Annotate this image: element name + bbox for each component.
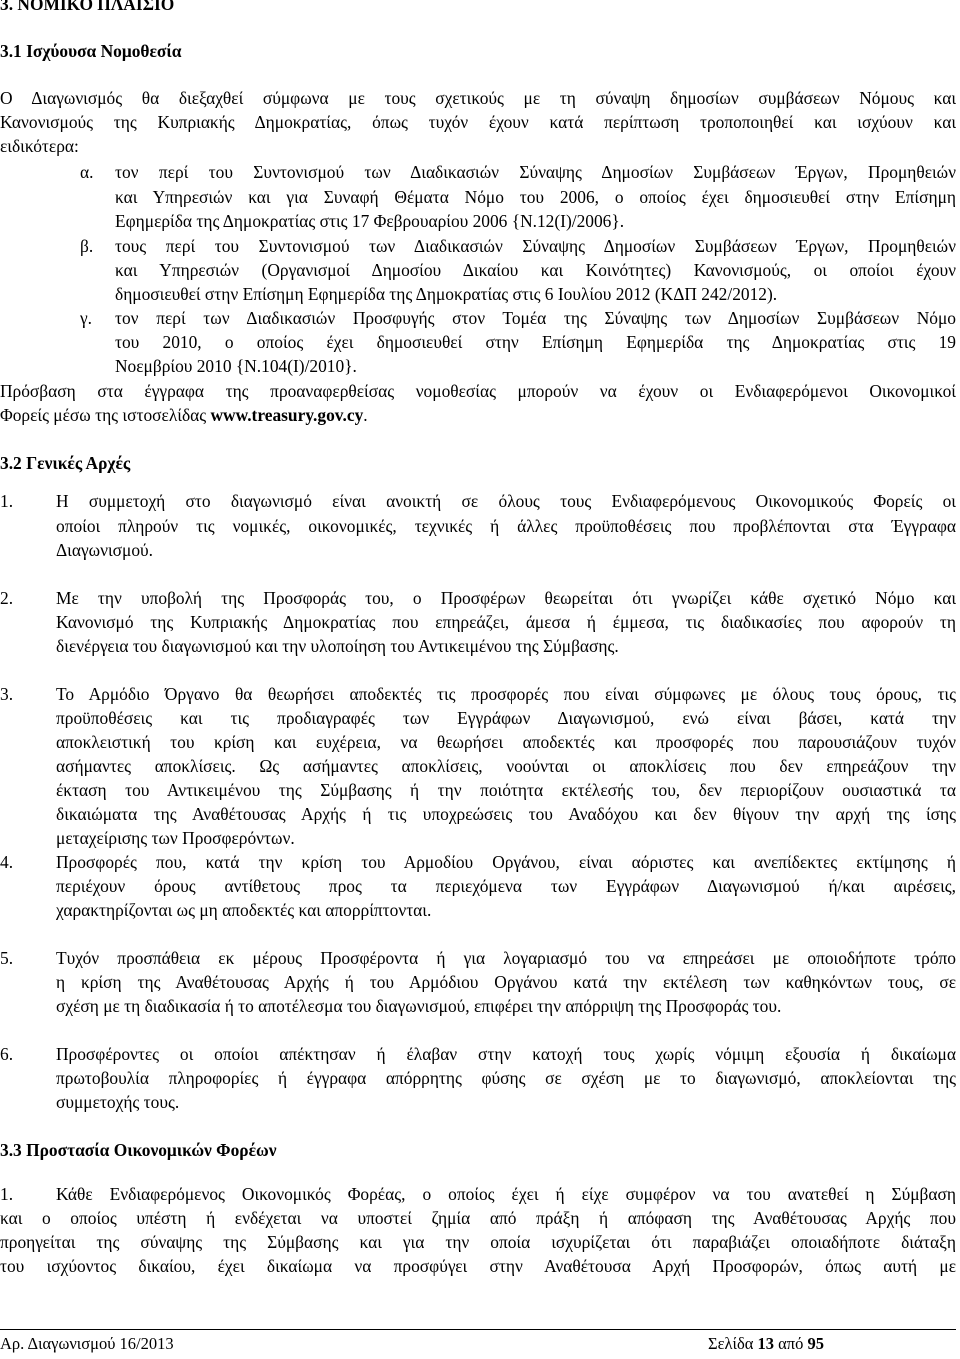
list-item-line: Κάθε Ενδιαφερόμενος Οικονομικός Φορέας, ο οποίος έχει ή είχε συμφέρον να του ανατεθεί η Σύμβαση [56, 1184, 956, 1204]
list-item-line: Προσφέροντες οι οποίοι απέκτησαν ή έλαβαν στην κατοχή τους χωρίς νόμιμη εξουσία ή δικαίωμα [56, 1044, 956, 1064]
list-item-line: του 2010, ο οποίος έχει δημοσιευθεί στην Επίσημη Εφημερίδα της Δημοκρατίας στις 19 [115, 332, 956, 352]
list-item-line: συμμετοχής τους. [56, 1092, 180, 1112]
list-item-line: τον περί των Διαδικασιών Προσφυγής στον Τομέα της Σύναψης των Δημοσίων Συμβάσεων Νόμο [115, 308, 956, 328]
list-item-line: Το Αρμόδιο Όργανο θα θεωρήσει αποδεκτές τις προσφορές που είναι σύμφωνες με όλους τους όρους, τις [56, 684, 956, 704]
access-line [0, 407, 368, 424]
access-text-end: . [363, 405, 368, 425]
list-item-label: γ. [80, 308, 93, 328]
list-item-line: δημοσιευθεί στην Επίσημη Εφημερίδα της Δημοκρατίας στις 6 Ιουλίου 2012 (ΚΔΠ 242/2012). [115, 284, 778, 304]
subsection-heading-3-1: 3.1 Ισχύουσα Νομοθεσία [0, 41, 182, 61]
list-item-line: Διαγωνισμού. [56, 540, 153, 560]
list-item-label: 4. [0, 852, 14, 872]
list-item-line: Κανονισμό της Κυπριακής Δημοκρατίας που επηρεάζει, άμεσα ή έμμεσα, τις διαδικασίες που αφορούν τη [56, 612, 956, 632]
list-item-line: η κρίση της Αναθέτουσας Αρχής ή του Αρμόδιου Οργάνου κατά την εκτέλεση των καθηκόντων τους, σε [56, 972, 956, 992]
list-item-label: 1. [0, 1184, 14, 1204]
list-item-line: διενέργεια του διαγωνισμού και την υλοποίηση του Αντικειμένου της Σύμβασης. [56, 636, 619, 656]
list-item-line: σχέση με τη διαδικασία ή το αποτέλεσμα του διαγωνισμού, επιφέρει την απόρριψη της Προσφοράς του. [56, 996, 782, 1016]
list-item-label: 2. [0, 588, 14, 608]
list-item-label: α. [80, 162, 94, 182]
list-item-line: αποκλειστική του κρίση και ευχέρεια, να θεωρήσει αποδεκτές και προσφορές που παρουσιάζουν τυχόν [56, 732, 956, 752]
list-item-label: 6. [0, 1044, 14, 1064]
footer-page-prefix: Σελίδα [708, 1334, 758, 1353]
list-item-line: έκταση του Αντικειμένου της Σύμβασης ή την ποιότητα εκτέλεσής του, δεν περιορίζουν ουσιαστικά τα [56, 780, 956, 800]
list-item-line: τους περί του Συντονισμού των Διαδικασιών Σύναψης Δημοσίων Συμβάσεων Έργων, Προμηθειών [115, 236, 956, 256]
list-item-line: του ισχύοντος δικαίου, έχει δικαίωμα να προσφύγει στην Αναθέτουσα Αρχή Προσφορών, όπως αυτή με [0, 1256, 956, 1276]
treasury-link[interactable]: www.treasury.gov.cy [210, 405, 364, 425]
intro-line: ειδικότερα: [0, 136, 79, 156]
list-item-line: ασήμαντες αποκλίσεις. Ως ασήμαντες αποκλίσεις, νοούνται οι αποκλίσεις που δεν επηρεάζουν την [56, 756, 956, 776]
list-item-line: δικαιώματα της Αναθέτουσας Αρχής ή τις υποχρεώσεις του Αναδόχου και δεν θίγουν την αρχή της ίσης [56, 804, 956, 824]
list-item-line: Τυχόν προσπάθεια εκ μέρους Προσφέροντα ή για λογαριασμό του να επηρεάσει με οποιοδήποτε τρόπο [56, 948, 956, 968]
list-item-line: και Υπηρεσιών (Οργανισμοί Δημοσίου Δικαίου και Κοινότητες) Κανονισμούς, οι οποίοι έχουν [115, 260, 956, 280]
footer-page-middle: από [774, 1334, 808, 1353]
list-item-label: β. [80, 236, 94, 256]
list-item-line: μεταχείρισης των Προσφερόντων. [56, 828, 295, 848]
list-item-line: οποίοι πληρούν τις νομικές, οικονομικές, τεχνικές ή άλλες προϋποθέσεις που προβλέπονται στα Έγγραφα [56, 516, 956, 536]
section-heading: 3. ΝΟΜΙΚΟ ΠΛΑΙΣΙΟ [0, 0, 175, 14]
footer-page-indicator [708, 1336, 824, 1353]
footer-tender-number: Αρ. Διαγωνισμού 16/2013 [0, 1334, 174, 1353]
subsection-heading-3-2: 3.2 Γενικές Αρχές [0, 453, 131, 473]
list-item-label: 5. [0, 948, 14, 968]
list-item-line: Εφημερίδα της Δημοκρατίας στις 17 Φεβρουαρίου 2006 {Ν.12(Ι)/2006}. [115, 211, 625, 231]
list-item-line: και ο οποίος υπέστη ή ενδέχεται να υποστεί ζημία από πράξη ή απόφαση της Αναθέτουσας Αρχής που [0, 1208, 956, 1228]
list-item-label: 3. [0, 684, 14, 704]
list-item-line: Η συμμετοχή στο διαγωνισμό είναι ανοικτή σε όλους τους Ενδιαφερόμενους Οικονομικούς Φορείς οι [56, 491, 956, 511]
list-item-line: και Υπηρεσιών και για Συναφή Θέματα Νόμο του 2006, ο οποίος έχει δημοσιευθεί στην Επίσημη [115, 187, 956, 207]
list-item-line: χαρακτηρίζονται ως μη αποδεκτές και απορρίπτονται. [56, 900, 432, 920]
footer-page-total: 95 [807, 1334, 825, 1353]
list-item-line: προηγείται της σύναψης της Σύμβασης και για την οποία ισχυρίζεται ότι παραβιάζει οποιαδήποτε διάταξη [0, 1232, 956, 1252]
subsection-heading-3-3: 3.3 Προστασία Οικονομικών Φορέων [0, 1140, 277, 1160]
list-item-line: Προσφορές που, κατά την κρίση του Αρμοδίου Οργάνου, είναι αόριστες και ανεπίδεκτες εκτίμησης ή [56, 852, 956, 872]
list-item-line: προϋποθέσεις και τις προδιαγραφές των Εγγράφων Διαγωνισμού, ενώ είναι βάσει, κατά την [56, 708, 956, 728]
list-item-line: πρωτοβουλία πληροφορίες ή έγγραφα απόρρητης φύσης σε σχέση με το διαγωνισμό, αποκλείονται της [56, 1068, 956, 1088]
list-item-line: Νοεμβρίου 2010 {Ν.104(Ι)/2010}. [115, 356, 357, 376]
list-item-line: τον περί του Συντονισμού των Διαδικασιών Σύναψης Δημοσίων Συμβάσεων Έργων, Προμηθειών [115, 162, 956, 182]
access-line: Πρόσβαση στα έγγραφα της προαναφερθείσας νομοθεσίας μπορούν να έχουν οι Ενδιαφερόμενοι Οικονομικοί [0, 381, 956, 401]
intro-line: Ο Διαγωνισμός θα διεξαχθεί σύμφωνα με τους σχετικούς με τη σύναψη δημοσίων συμβάσεων Νόμους και [0, 88, 956, 108]
footer-divider [0, 1329, 956, 1330]
list-item-line: περιέχουν όρους αντίθετους προς τα περιεχόμενα των Εγγράφων Διαγωνισμού ή/και αιρέσεις, [56, 876, 956, 896]
intro-line: Κανονισμούς της Κυπριακής Δημοκρατίας, όπως τυχόν έχουν κατά περίπτωση τροποποιηθεί και ισχύουν και [0, 112, 956, 132]
footer-page-number: 13 [757, 1334, 775, 1353]
list-item-line: Με την υποβολή της Προσφοράς του, ο Προσφέρων θεωρείται ότι γνωρίζει κάθε σχετικό Νόμο και [56, 588, 956, 608]
access-text: Φορείς μέσω της ιστοσελίδας [0, 405, 211, 425]
list-item-label: 1. [0, 491, 14, 511]
